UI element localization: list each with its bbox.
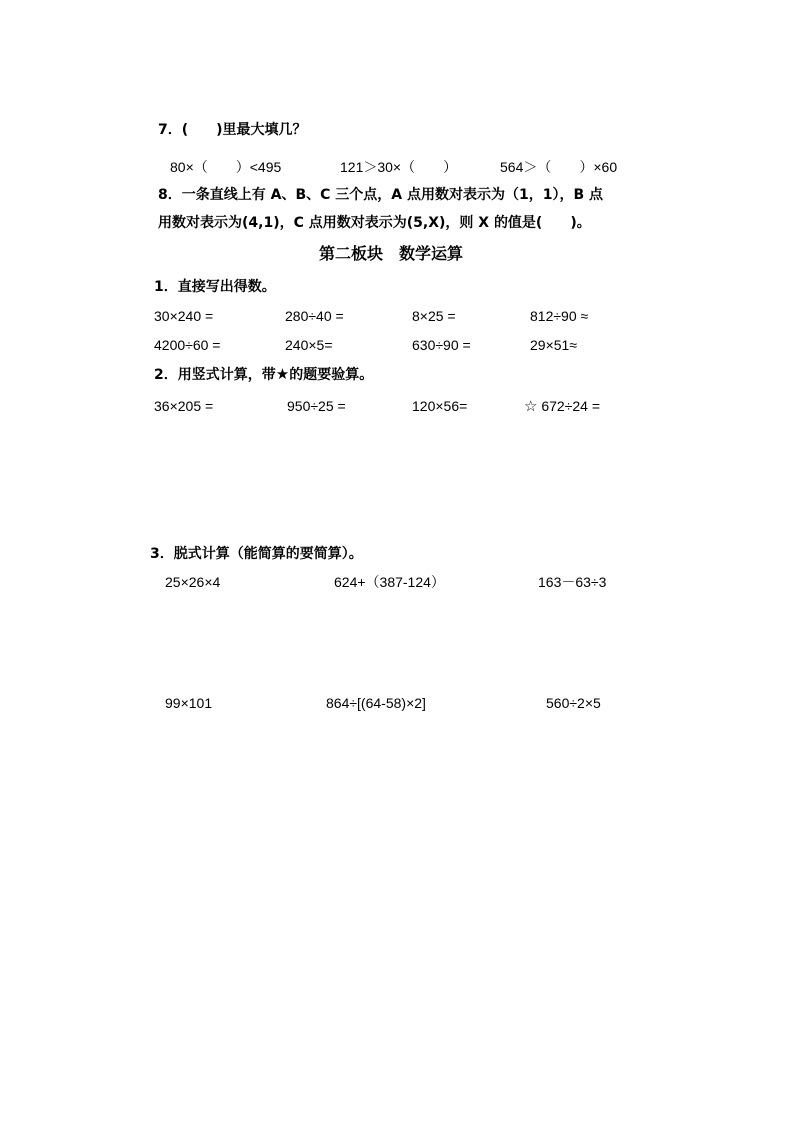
q1-row1-item-2: 280÷40 = <box>285 308 344 324</box>
q3-row2-item-2: 864÷[(64-58)×2] <box>326 695 426 711</box>
question-2-title-before: 2．用竖式计算，带 <box>154 367 276 383</box>
q1-row2-item-2: 240×5= <box>285 337 333 353</box>
q2-item-4 <box>524 397 600 415</box>
q1-row1-item-1: 30×240 = <box>154 308 214 324</box>
q3-row2-item-3: 560÷2×5 <box>546 695 601 711</box>
q3-row2-item-1: 99×101 <box>165 695 213 711</box>
q2-item-3: 120×56= <box>412 398 468 414</box>
q3-row1-item-3: 163－63÷3 <box>538 574 607 590</box>
outline-star-icon: ☆ <box>524 398 538 415</box>
question-7-title: 7．( )里最大填几？ <box>158 122 307 138</box>
q1-row2-item-4: 29×51≈ <box>530 337 578 353</box>
q2-item-2: 950÷25 = <box>287 398 346 414</box>
question-2-title <box>154 366 373 384</box>
q1-row1-item-4: 812÷90 ≈ <box>530 308 589 324</box>
q1-row2-item-1: 4200÷60 = <box>154 337 221 353</box>
q7-item-3: 564＞（ ）×60 <box>500 159 618 175</box>
question-8-line-1: 8．一条直线上有 A、B、C 三个点，A 点用数对表示为（1，1），B 点 <box>158 187 604 203</box>
section-heading: 第二板块 数学运算 <box>319 244 464 263</box>
q7-item-2: 121＞30×（ ） <box>340 159 458 175</box>
q3-row1-item-2: 624+（387-124） <box>334 574 445 590</box>
filled-star-icon: ★ <box>275 365 290 383</box>
q1-row2-item-3: 630÷90 = <box>412 337 471 353</box>
q1-row1-item-3: 8×25 = <box>412 308 456 324</box>
question-3-title: 3．脱式计算（能简算的要简算）。 <box>150 546 363 562</box>
question-1-title: 1．直接写出得数。 <box>154 279 276 295</box>
question-2-title-after: 的题要验算。 <box>289 367 374 383</box>
q7-item-1: 80×（ ）<495 <box>170 159 282 175</box>
q3-row1-item-1: 25×26×4 <box>165 574 221 590</box>
question-8-line-2: 用数对表示为(4,1)，C 点用数对表示为(5,X)，则 X 的值是( )。 <box>158 215 591 231</box>
q2-item-4-text: 672÷24 = <box>541 398 601 414</box>
q2-item-1: 36×205 = <box>154 398 214 414</box>
